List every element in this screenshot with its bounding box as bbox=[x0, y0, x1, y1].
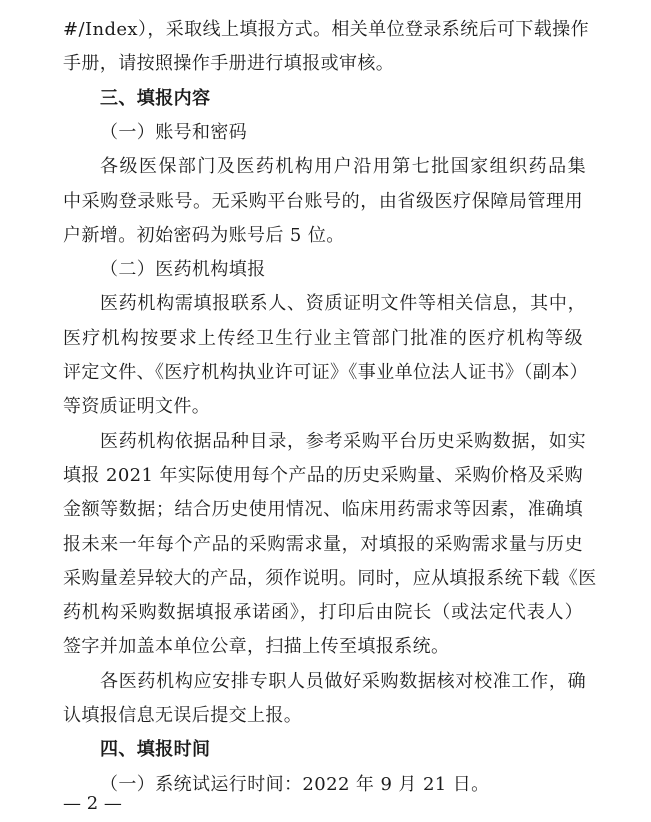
subsection-heading: （二）医药机构填报 bbox=[100, 259, 266, 281]
paragraph-line: （一）系统试运行时间：2022 年 9 月 21 日。 bbox=[100, 773, 490, 795]
paragraph-line: 签字并加盖本单位公章，扫描上传至填报系统。 bbox=[63, 636, 450, 658]
paragraph-line: 药机构采购数据填报承诺函》，打印后由院长（或法定代表人） bbox=[63, 602, 583, 624]
paragraph-line: 中采购登录账号。无采购平台账号的，由省级医疗保障局管理用 bbox=[63, 190, 583, 212]
paragraph-line: 各医药机构应安排专职人员做好采购数据核对校准工作，确 bbox=[100, 670, 586, 692]
paragraph-line: 采购量差异较大的产品，须作说明。同时，应从填报系统下载《医 bbox=[63, 567, 597, 589]
paragraph-line: 医药机构依据品种目录，参考采购平台历史采购数据，如实 bbox=[100, 430, 586, 452]
paragraph-line: 医疗机构按要求上传经卫生行业主管部门批准的医疗机构等级 bbox=[63, 327, 583, 349]
paragraph-line: 认填报信息无误后提交上报。 bbox=[63, 705, 303, 726]
paragraph-line: 户新增。初始密码为账号后 5 位。 bbox=[63, 224, 345, 246]
paragraph-line: #/Index），采取线上填报方式。相关单位登录系统后可下载操作 bbox=[63, 19, 589, 40]
paragraph-line: 评定文件、《医疗机构执业许可证》《事业单位法人证书》（副本） bbox=[63, 362, 588, 383]
paragraph-line: 手册，请按照操作手册进行填报或审核。 bbox=[63, 53, 395, 75]
paragraph-line: 各级医保部门及医药机构用户沿用第七批国家组织药品集 bbox=[100, 156, 586, 178]
paragraph-line: 填报 2021 年实际使用每个产品的历史采购量、采购价格及采购 bbox=[63, 464, 583, 486]
section-heading: 三、填报内容 bbox=[100, 87, 211, 109]
paragraph-line: 报未来一年每个产品的采购需求量，对填报的采购需求量与历史 bbox=[63, 533, 583, 555]
page-number: — 2 — bbox=[63, 793, 122, 814]
paragraph-line: 金额等数据；结合历史使用情况、临床用药需求等因素，准确填 bbox=[63, 499, 583, 521]
paragraph-line: 医药机构需填报联系人、资质证明文件等相关信息，其中， bbox=[100, 293, 586, 315]
paragraph-line: 等资质证明文件。 bbox=[63, 396, 211, 418]
section-heading: 四、填报时间 bbox=[100, 739, 211, 761]
subsection-heading: （一）账号和密码 bbox=[100, 121, 248, 143]
